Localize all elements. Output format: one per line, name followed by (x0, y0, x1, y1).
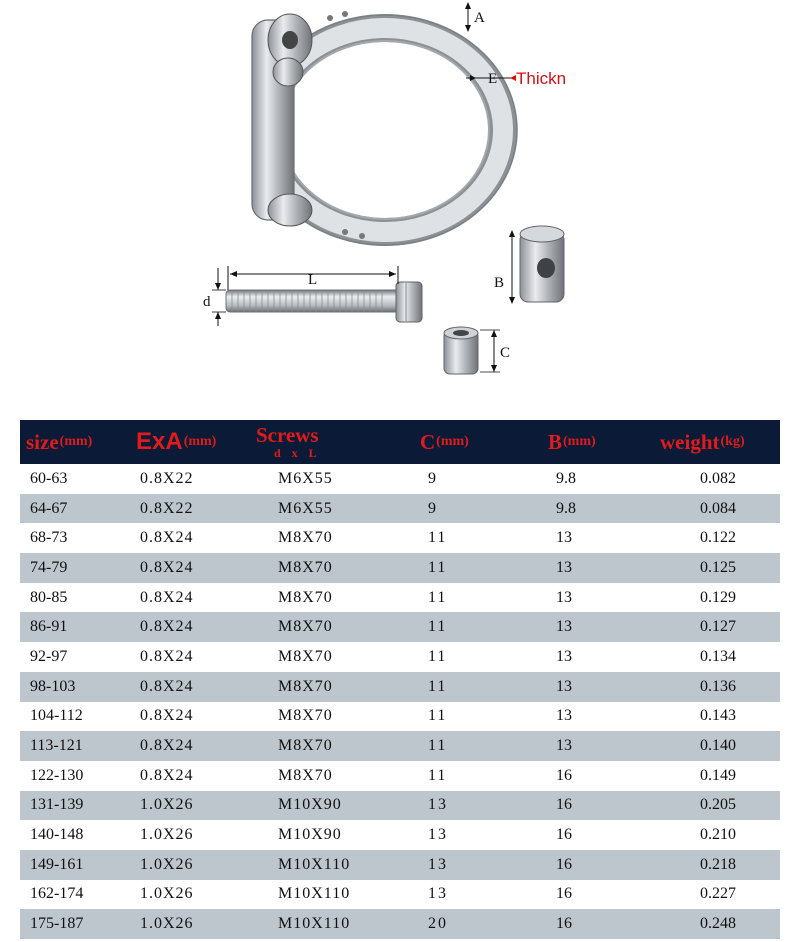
cell-screws: M8X70 (278, 618, 333, 636)
cell-b: 16 (556, 855, 572, 873)
cell-c: 11 (428, 647, 448, 665)
cell-size: 68-73 (30, 529, 68, 547)
cell-c: 11 (428, 618, 448, 636)
cell-weight: 0.122 (700, 529, 736, 547)
cell-exa: 1.0X26 (140, 915, 194, 933)
cell-weight: 0.127 (700, 618, 736, 636)
label-a: A (474, 10, 485, 26)
cell-weight: 0.082 (700, 469, 736, 487)
table-row (20, 464, 780, 494)
cell-screws: M10X110 (278, 885, 351, 903)
header-exa: ExA (mm) (136, 428, 217, 455)
cell-size: 92-97 (30, 647, 68, 665)
cell-b: 16 (556, 826, 572, 844)
table-row (20, 672, 780, 702)
cell-exa: 1.0X26 (140, 796, 194, 814)
cell-size: 113-121 (30, 737, 83, 755)
cell-screws: M8X70 (278, 588, 333, 606)
cell-c: 13 (428, 826, 448, 844)
cell-weight: 0.143 (700, 707, 736, 725)
cell-weight: 0.140 (700, 737, 736, 755)
cell-exa: 0.8X24 (140, 618, 194, 636)
cell-exa: 0.8X22 (140, 499, 194, 517)
header-c: C (mm) (420, 429, 469, 454)
cell-b: 13 (556, 588, 572, 606)
header-b: B (mm) (548, 429, 596, 454)
cell-c: 9 (428, 469, 438, 487)
cell-exa: 0.8X24 (140, 677, 194, 695)
cell-weight: 0.149 (700, 766, 736, 784)
cell-weight: 0.134 (700, 647, 736, 665)
cell-exa: 0.8X24 (140, 707, 194, 725)
cell-size: 131-139 (30, 796, 84, 814)
cell-b: 13 (556, 677, 572, 695)
cell-size: 104-112 (30, 707, 83, 725)
cell-c: 11 (428, 737, 448, 755)
label-l: L (308, 272, 318, 288)
cell-c: 11 (428, 558, 448, 576)
label-d: d (203, 294, 211, 310)
cell-b: 9.8 (556, 499, 576, 517)
cell-exa: 0.8X24 (140, 558, 194, 576)
table-row (20, 880, 780, 910)
cell-c: 11 (428, 766, 448, 784)
table-row (20, 850, 780, 880)
cell-b: 16 (556, 885, 572, 903)
cell-b: 13 (556, 647, 572, 665)
table-row (20, 909, 780, 939)
cell-exa: 0.8X24 (140, 647, 194, 665)
header-size: size (mm) (26, 429, 93, 454)
cell-b: 13 (556, 618, 572, 636)
label-c: C (500, 345, 511, 361)
spec-table (20, 420, 780, 939)
cell-screws: M8X70 (278, 677, 333, 695)
cell-b: 9.8 (556, 469, 576, 487)
cell-size: 175-187 (30, 915, 84, 933)
cell-weight: 0.210 (700, 826, 736, 844)
table-row (20, 583, 780, 613)
header-screws: Screws d x L (256, 423, 321, 460)
cell-size: 80-85 (30, 588, 68, 606)
cell-screws: M10X110 (278, 915, 351, 933)
cell-weight: 0.129 (700, 588, 736, 606)
table-row (20, 791, 780, 821)
table-header (20, 420, 780, 464)
cell-size: 149-161 (30, 855, 84, 873)
cell-c: 20 (428, 915, 448, 933)
cell-exa: 0.8X24 (140, 529, 194, 547)
dimension-d (203, 268, 226, 326)
cell-exa: 1.0X26 (140, 826, 194, 844)
cell-weight: 0.125 (700, 558, 736, 576)
cell-b: 13 (556, 558, 572, 576)
table-row (20, 731, 780, 761)
cell-screws: M8X70 (278, 707, 333, 725)
cell-screws: M6X55 (278, 499, 333, 517)
cell-size: 162-174 (30, 885, 84, 903)
cell-exa: 0.8X24 (140, 737, 194, 755)
bolt (226, 282, 422, 322)
cell-screws: M6X55 (278, 469, 333, 487)
table-row (20, 702, 780, 732)
cell-c: 13 (428, 855, 448, 873)
cell-exa: 0.8X22 (140, 469, 194, 487)
cell-screws: M8X70 (278, 737, 333, 755)
cell-b: 13 (556, 529, 572, 547)
cell-screws: M10X110 (278, 855, 351, 873)
cell-exa: 0.8X24 (140, 766, 194, 784)
cell-c: 13 (428, 796, 448, 814)
cell-b: 16 (556, 766, 572, 784)
cell-c: 11 (428, 588, 448, 606)
cell-screws: M10X90 (278, 796, 342, 814)
cell-size: 86-91 (30, 618, 68, 636)
cell-screws: M8X70 (278, 558, 333, 576)
cell-size: 60-63 (30, 469, 68, 487)
cell-screws: M8X70 (278, 529, 333, 547)
table-row (20, 642, 780, 672)
table-row (20, 523, 780, 553)
label-thickness: Thickn (516, 69, 567, 88)
dimension-a (465, 2, 485, 32)
table-row (20, 761, 780, 791)
cell-weight: 0.227 (700, 885, 736, 903)
cell-weight: 0.205 (700, 796, 736, 814)
cell-b: 13 (556, 737, 572, 755)
cell-size: 98-103 (30, 677, 76, 695)
cell-b: 16 (556, 915, 572, 933)
barrel-nut (520, 226, 564, 302)
cell-screws: M8X70 (278, 647, 333, 665)
cell-b: 16 (556, 796, 572, 814)
dimension-c (480, 330, 510, 372)
table-row (20, 612, 780, 642)
spacer-tube (444, 327, 478, 374)
cell-weight: 0.136 (700, 677, 736, 695)
cell-c: 11 (428, 677, 448, 695)
cell-size: 122-130 (30, 766, 84, 784)
header-weight: weight (kg) (660, 429, 745, 454)
cell-exa: 1.0X26 (140, 855, 194, 873)
table-row (20, 820, 780, 850)
cell-screws: M8X70 (278, 766, 333, 784)
cell-size: 74-79 (30, 558, 68, 576)
cell-size: 140-148 (30, 826, 84, 844)
cell-weight: 0.218 (700, 855, 736, 873)
table-row (20, 494, 780, 524)
cell-c: 11 (428, 529, 448, 547)
cell-c: 11 (428, 707, 448, 725)
cell-c: 13 (428, 885, 448, 903)
dimension-b (494, 230, 515, 304)
label-b: B (494, 275, 505, 291)
cell-exa: 0.8X24 (140, 588, 194, 606)
table-body (20, 464, 780, 939)
cell-c: 9 (428, 499, 438, 517)
cell-size: 64-67 (30, 499, 68, 517)
cell-weight: 0.248 (700, 915, 736, 933)
label-e: E (488, 71, 498, 87)
cell-b: 13 (556, 707, 572, 725)
cell-weight: 0.084 (700, 499, 736, 517)
cell-screws: M10X90 (278, 826, 342, 844)
table-row (20, 553, 780, 583)
cell-exa: 1.0X26 (140, 885, 194, 903)
clamp-diagram (0, 0, 800, 412)
dimension-l (228, 266, 398, 290)
